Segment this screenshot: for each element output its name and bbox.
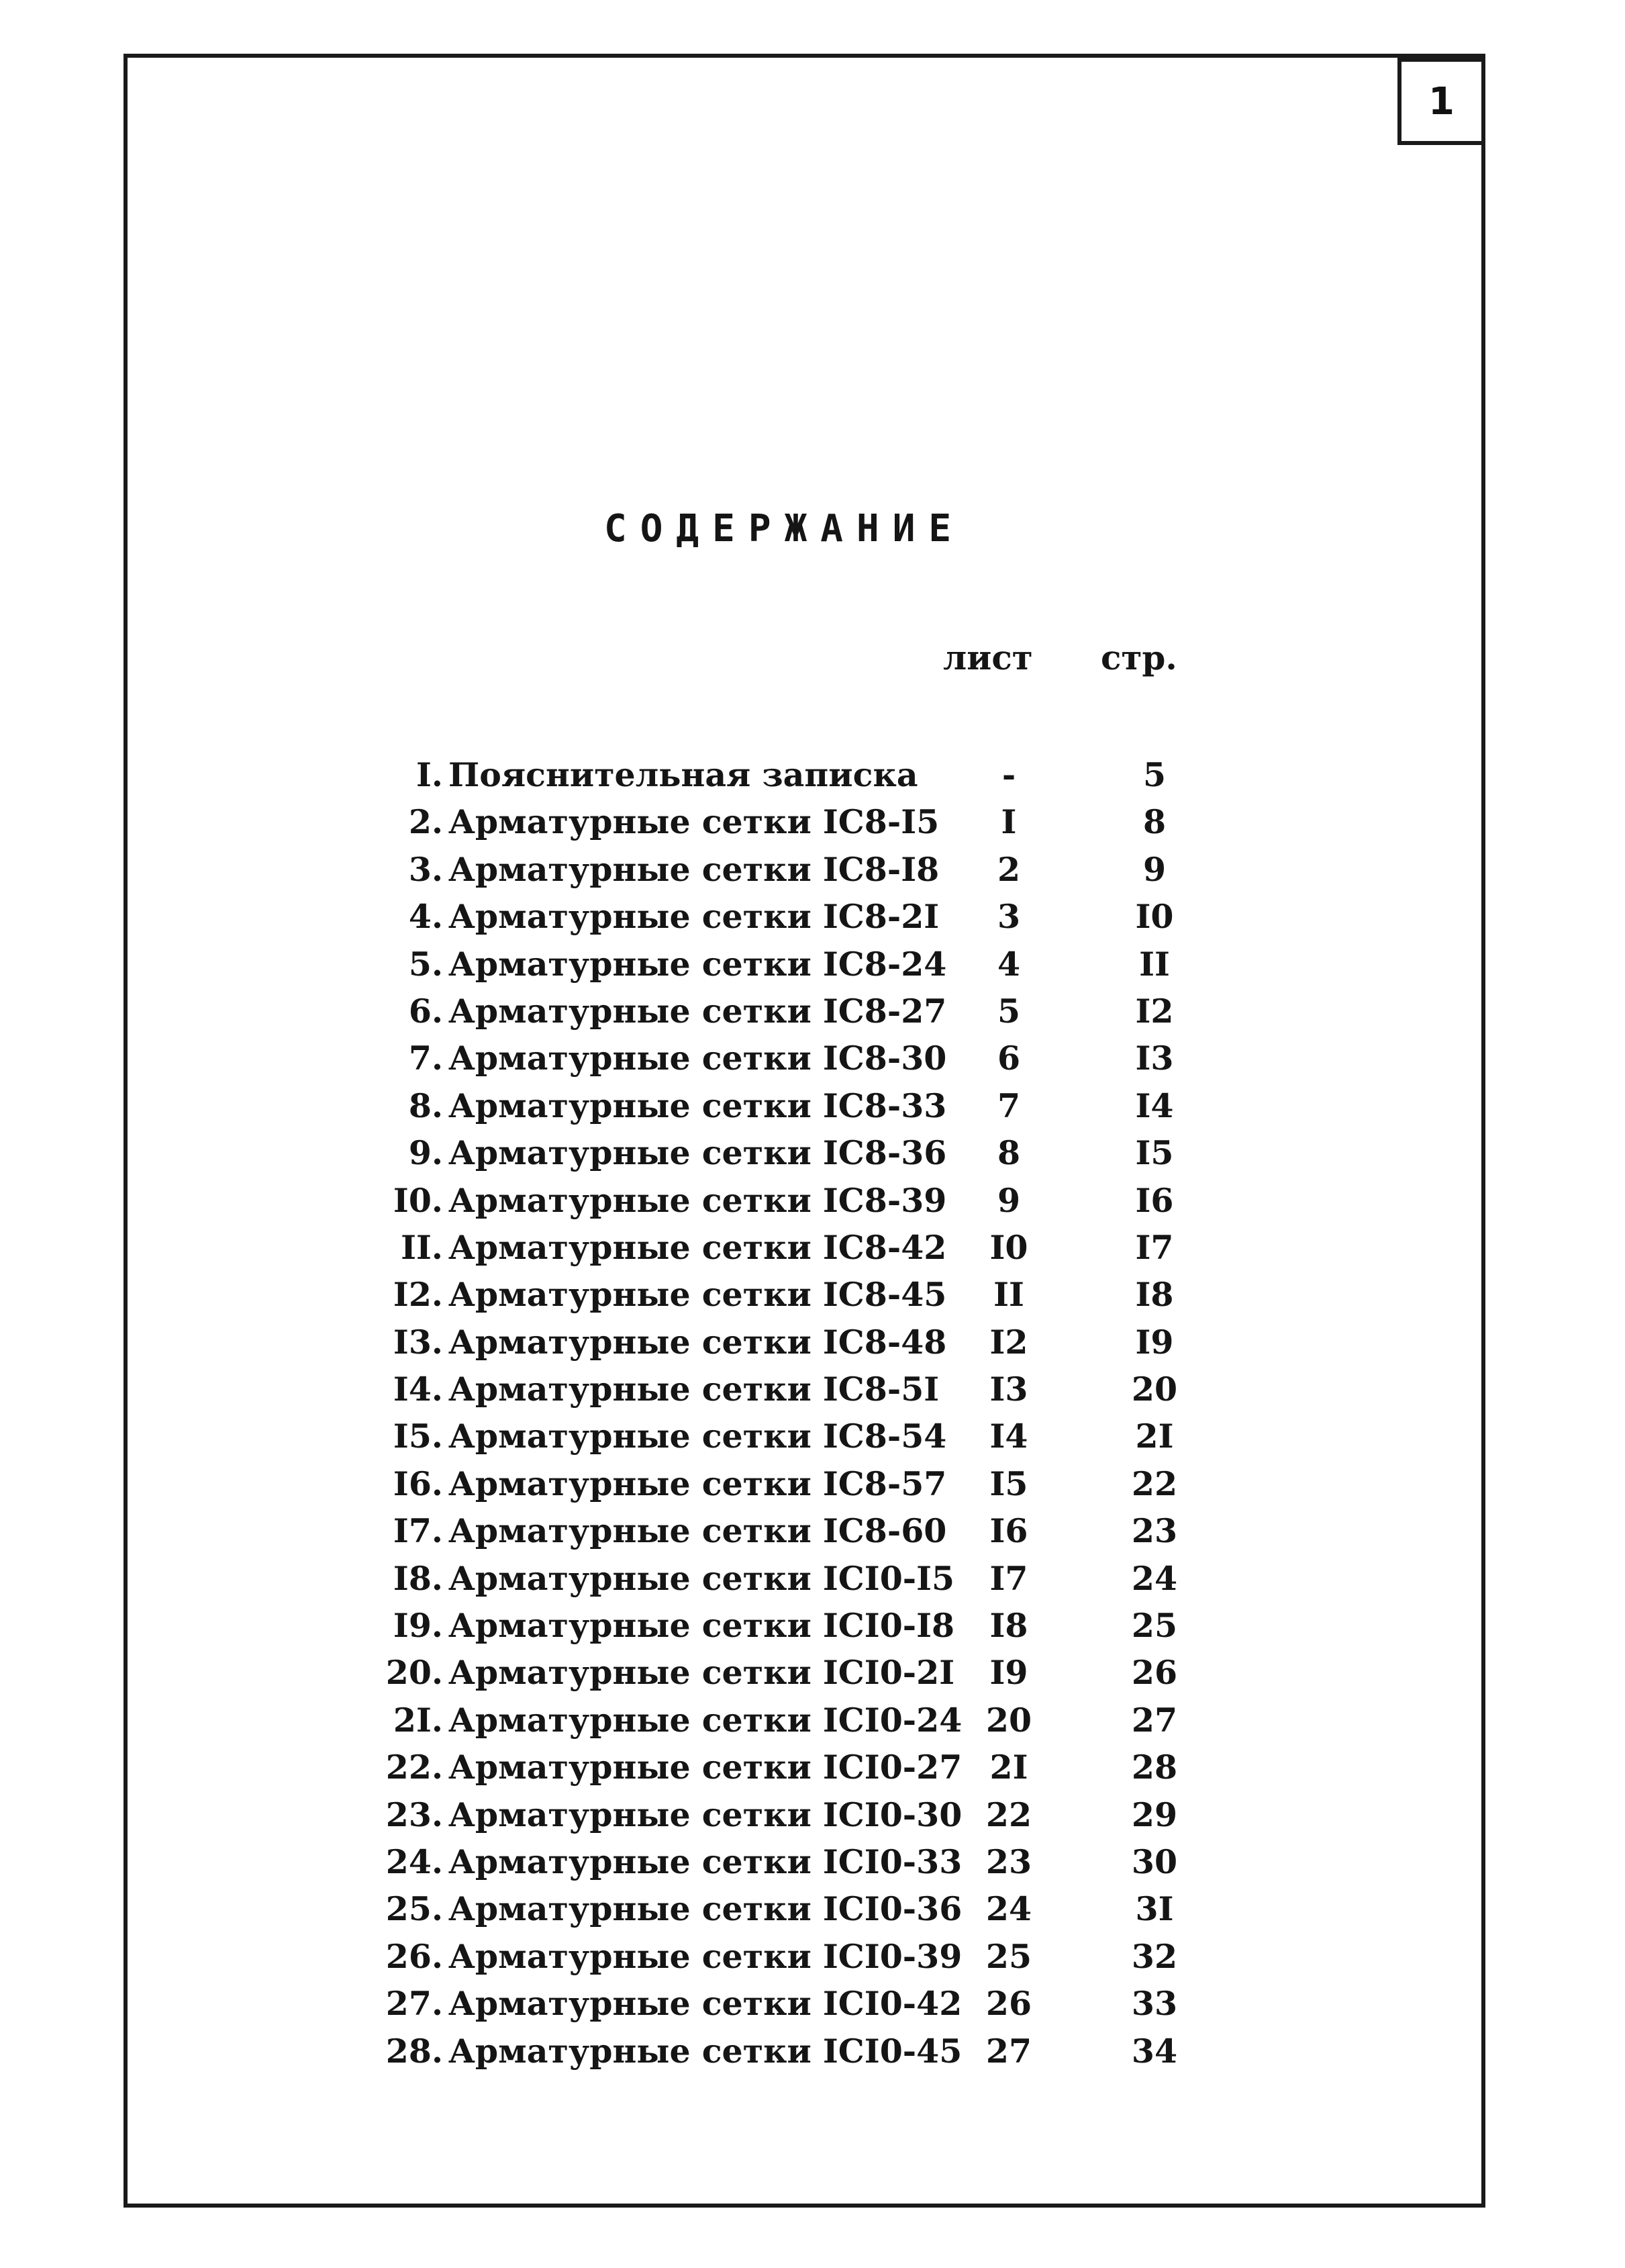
toc-entry (342, 1039, 1215, 1086)
toc-entry-page: I6 (1135, 1180, 1174, 1220)
toc-entry-number: 27. (385, 1984, 443, 2024)
toc-entry-title: Арматурные сетки IС8-57 (448, 1464, 947, 1503)
toc-entry-number: I. (416, 755, 443, 794)
toc-entry (342, 1464, 1215, 1511)
toc-entry-sheet: II (993, 1275, 1024, 1315)
toc-entry-page: 20 (1131, 1370, 1178, 1409)
toc-entry-number: 20. (385, 1653, 443, 1693)
toc-entry (342, 755, 1215, 802)
toc-entry-title: Арматурные сетки IСI0-27 (448, 1748, 963, 1787)
toc-entry (342, 1133, 1215, 1180)
toc-entry-number: I7. (393, 1511, 443, 1551)
toc-entry-sheet: 24 (985, 1889, 1032, 1929)
toc-entry-sheet: 5 (997, 991, 1021, 1031)
toc-entry-number: 7. (408, 1039, 443, 1078)
toc-entry-page: 9 (1142, 849, 1167, 889)
toc-entry (342, 2032, 1215, 2079)
toc-entry-title: Арматурные сетки IС8-48 (448, 1322, 947, 1362)
toc-entry (342, 1370, 1215, 1417)
toc-entry-sheet: I2 (989, 1322, 1028, 1362)
toc-entry-title: Арматурные сетки IСI0-30 (448, 1795, 963, 1834)
toc-entry (342, 1086, 1215, 1133)
toc-entry-number: 23. (385, 1795, 443, 1834)
toc-entry-page: I5 (1135, 1133, 1174, 1173)
toc-entry-title: Арматурные сетки IС8-I8 (448, 849, 940, 889)
toc-entry-page: 25 (1131, 1606, 1178, 1646)
toc-entry-page: I7 (1135, 1227, 1174, 1267)
toc-entry-sheet: I8 (989, 1606, 1028, 1646)
document-title: СОДЕРЖАНИЕ (604, 507, 965, 551)
toc-entry-page: 24 (1131, 1558, 1178, 1598)
toc-entry-page: I3 (1135, 1039, 1174, 1078)
toc-entry-sheet: 26 (985, 1984, 1032, 2024)
toc-entry-sheet: 3 (997, 897, 1021, 937)
toc-entry-title: Арматурные сетки IСI0-2I (448, 1653, 955, 1693)
toc-entry (342, 1701, 1215, 1748)
toc-entry-title: Арматурные сетки IС8-33 (448, 1086, 947, 1125)
toc-entry (342, 1606, 1215, 1653)
toc-entry-sheet: 4 (997, 944, 1021, 984)
toc-entry-title: Арматурные сетки IС8-30 (448, 1039, 947, 1078)
toc-entry-title: Арматурные сетки IСI0-I5 (448, 1558, 955, 1598)
toc-entry (342, 1559, 1215, 1606)
toc-entry-sheet: I6 (989, 1511, 1028, 1551)
toc-entry-page: 30 (1131, 1842, 1178, 1881)
toc-entry-page: 8 (1142, 802, 1167, 842)
toc-entry-page: 27 (1131, 1700, 1178, 1740)
toc-entry-number: 2I. (393, 1700, 443, 1740)
toc-entry-title: Пояснительная записка (448, 755, 918, 794)
toc-entry (342, 1181, 1215, 1228)
toc-entry-page: 34 (1131, 2031, 1178, 2071)
toc-entry-title: Арматурные сетки IСI0-45 (448, 2031, 963, 2071)
toc-entry-page: 2I (1135, 1417, 1174, 1456)
toc-entry-page: 26 (1131, 1653, 1178, 1693)
toc-entry-number: II. (401, 1227, 443, 1267)
toc-entry-number: 26. (385, 1936, 443, 1976)
toc-entry-number: 5. (408, 944, 443, 984)
toc-entry-sheet: I7 (989, 1558, 1028, 1598)
toc-entry-title: Арматурные сетки IСI0-36 (448, 1889, 963, 1929)
toc-entry-title: Арматурные сетки IС8-2I (448, 897, 940, 937)
toc-entry-page: I8 (1135, 1275, 1174, 1315)
toc-entry-number: I4. (393, 1370, 443, 1409)
toc-entry-title: Арматурные сетки IС8-I5 (448, 802, 940, 842)
toc-entry-sheet: 7 (997, 1086, 1021, 1125)
toc-entry-number: I2. (393, 1275, 443, 1315)
toc-entry-sheet: 6 (997, 1039, 1021, 1078)
table-of-contents (342, 755, 1215, 2079)
toc-entry-page: 23 (1131, 1511, 1178, 1551)
toc-entry (342, 1889, 1215, 1936)
toc-entry-sheet: 25 (985, 1936, 1032, 1976)
toc-entry-number: 6. (408, 991, 443, 1031)
toc-entry-title: Арматурные сетки IСI0-24 (448, 1700, 963, 1740)
toc-entry-number: 3. (408, 849, 443, 889)
toc-entry-number: 28. (385, 2031, 443, 2071)
toc-entry-number: I0. (393, 1180, 443, 1220)
toc-entry-number: I3. (393, 1322, 443, 1362)
toc-entry-title: Арматурные сетки IСI0-42 (448, 1984, 963, 2024)
toc-entry (342, 1653, 1215, 1700)
toc-entry (342, 802, 1215, 849)
toc-entry-title: Арматурные сетки IС8-24 (448, 944, 947, 984)
toc-entry-number: I5. (393, 1417, 443, 1456)
toc-entry-title: Арматурные сетки IСI0-I8 (448, 1606, 955, 1646)
page-number-box: 1 (1397, 58, 1485, 145)
toc-entry-sheet: I5 (989, 1464, 1028, 1503)
toc-entry (342, 1795, 1215, 1842)
toc-entry-title: Арматурные сетки IС8-39 (448, 1180, 947, 1220)
toc-entry-number: 8. (408, 1086, 443, 1125)
column-header-page: стр. (1101, 638, 1177, 677)
toc-entry-title: Арматурные сетки IС8-60 (448, 1511, 947, 1551)
toc-entry-title: Арматурные сетки IСI0-33 (448, 1842, 963, 1881)
toc-entry-title: Арматурные сетки IС8-45 (448, 1275, 947, 1315)
toc-entry-number: 22. (385, 1748, 443, 1787)
toc-entry-title: Арматурные сетки IС8-36 (448, 1133, 947, 1173)
toc-entry-page: II (1139, 944, 1170, 984)
toc-entry-number: 25. (385, 1889, 443, 1929)
toc-entry-sheet: 8 (997, 1133, 1021, 1173)
toc-entry-page: 28 (1131, 1748, 1178, 1787)
toc-entry-page: 22 (1131, 1464, 1178, 1503)
toc-entry-sheet: 23 (985, 1842, 1032, 1881)
toc-entry-sheet: 20 (985, 1700, 1032, 1740)
column-header-sheet: лист (943, 638, 1033, 677)
toc-entry-number: I9. (393, 1606, 443, 1646)
toc-entry (342, 897, 1215, 944)
toc-entry-page: 33 (1131, 1984, 1178, 2024)
toc-entry (342, 1275, 1215, 1322)
toc-entry-title: Арматурные сетки IС8-27 (448, 991, 947, 1031)
toc-entry-page: 29 (1131, 1795, 1178, 1834)
toc-entry-sheet: 2I (989, 1748, 1028, 1787)
toc-entry-sheet: 27 (985, 2031, 1032, 2071)
toc-entry-sheet: - (1001, 755, 1016, 794)
toc-entry-sheet: I0 (989, 1227, 1028, 1267)
toc-entry (342, 992, 1215, 1039)
toc-entry (342, 1323, 1215, 1370)
toc-entry-page: 32 (1131, 1936, 1178, 1976)
toc-entry-sheet: I3 (989, 1370, 1028, 1409)
toc-entry-number: I6. (393, 1464, 443, 1503)
toc-entry-page: I9 (1135, 1322, 1174, 1362)
toc-entry-page: I4 (1135, 1086, 1174, 1125)
toc-entry-number: I8. (393, 1558, 443, 1598)
toc-entry-sheet: 9 (997, 1180, 1021, 1220)
toc-entry (342, 1937, 1215, 1984)
toc-entry (342, 1842, 1215, 1889)
toc-entry-sheet: 22 (985, 1795, 1032, 1834)
toc-entry (342, 1511, 1215, 1558)
toc-entry-sheet: 2 (997, 849, 1021, 889)
toc-entry (342, 1228, 1215, 1275)
toc-entry-page: 3I (1135, 1889, 1174, 1929)
toc-entry (342, 1984, 1215, 2031)
toc-entry-number: 24. (385, 1842, 443, 1881)
toc-entry-number: 2. (408, 802, 443, 842)
toc-entry-page: 5 (1142, 755, 1167, 794)
toc-entry-sheet: I9 (989, 1653, 1028, 1693)
toc-entry-title: Арматурные сетки IС8-42 (448, 1227, 947, 1267)
toc-entry-number: 9. (408, 1133, 443, 1173)
toc-entry (342, 945, 1215, 992)
toc-entry-title: Арматурные сетки IС8-5I (448, 1370, 940, 1409)
toc-entry-number: 4. (408, 897, 443, 937)
toc-entry-sheet: I4 (989, 1417, 1028, 1456)
toc-entry-page: I2 (1135, 991, 1174, 1031)
toc-entry (342, 850, 1215, 897)
toc-entry (342, 1417, 1215, 1464)
toc-entry-sheet: I (1001, 802, 1017, 842)
toc-entry (342, 1748, 1215, 1795)
toc-entry-title: Арматурные сетки IС8-54 (448, 1417, 947, 1456)
toc-entry-title: Арматурные сетки IСI0-39 (448, 1936, 963, 1976)
toc-entry-page: I0 (1135, 897, 1174, 937)
